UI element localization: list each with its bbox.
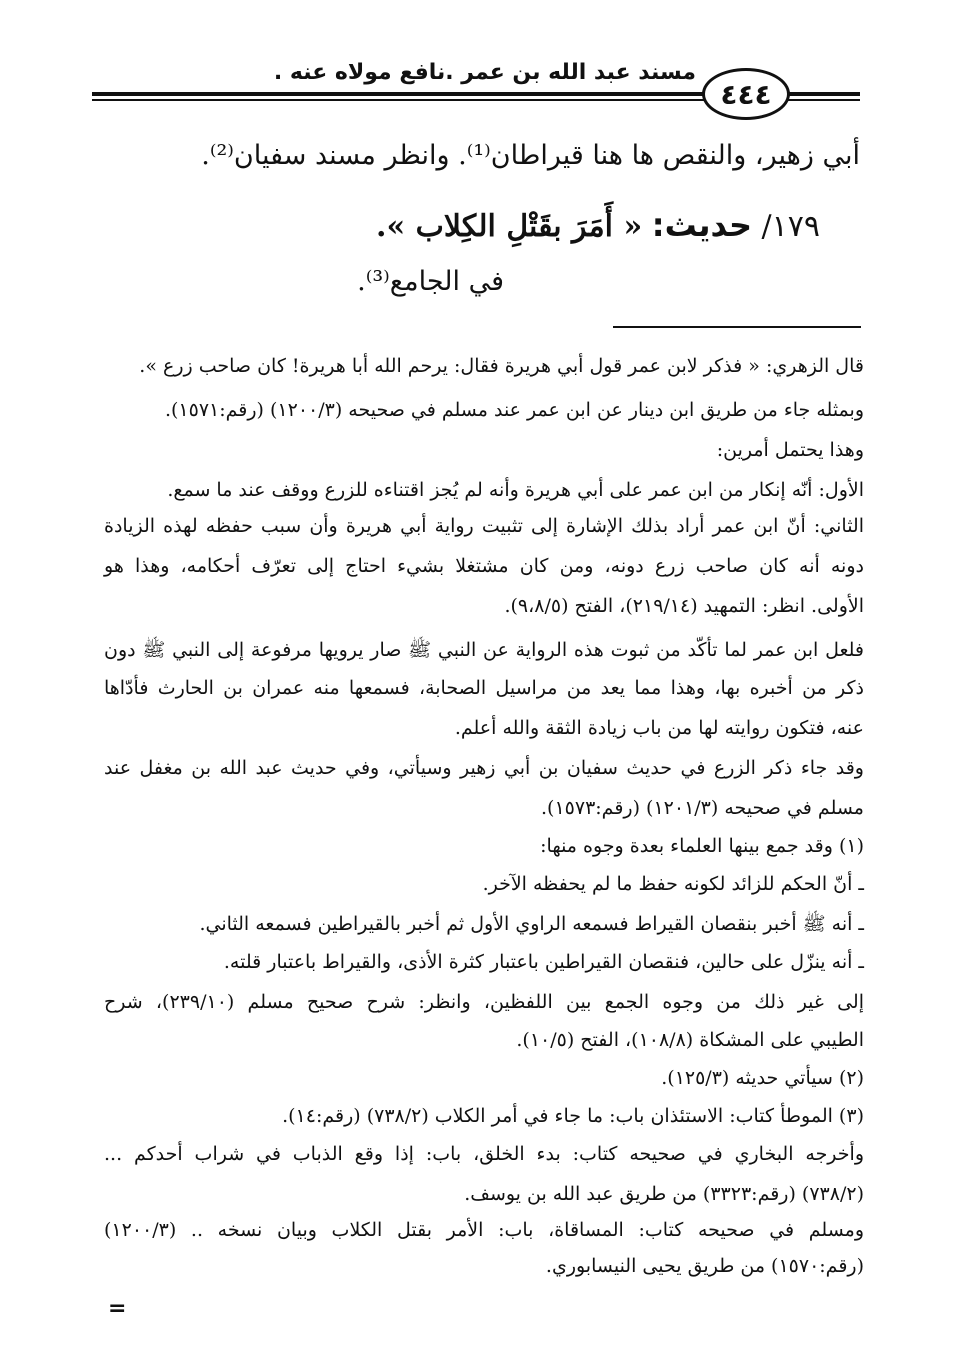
footnote-line: عنه، فتكون روايته لها من باب زيادة الثقة والله أعلم.: [454, 717, 864, 739]
footer-mark: =: [108, 1296, 127, 1321]
footnote-line: الطيبي على المشكاة (١٠٨/٨)، الفتح (١٠/٥).: [516, 1029, 864, 1051]
footnote-line: (٣) الموطأ كتاب: الاستئذان باب: ما جاء في أمر الكلاب (٧٣٨/٢) (رقم:١٤).: [282, 1105, 864, 1127]
footnote-line: ومسلم في صحيحه كتاب: المساقاة، باب: الأمر بقتل الكلاب وبيان نسخه .. (١٢٠٠/٣): [104, 1219, 864, 1241]
footnote-line: مسلم في صحيحه (١٢٠١/٣) (رقم:١٥٧٣).: [541, 797, 864, 819]
footnote-line: (١) وقد جمع بينها العلماء بعدة وجوه منها:: [540, 835, 864, 857]
footnote-line: (٧٣٨/٢) (رقم:٣٣٢٣) من طريق عبد الله بن يوسف.: [464, 1183, 864, 1205]
footnote-line: (رقم:١٥٧٠) من طريق يحيى النيسابوري.: [545, 1255, 864, 1277]
footnote-line: ـ أنّ الحكم للزائد لكونه حفظ ما لم يحفظه الآخر.: [482, 873, 864, 895]
footnote-line: ـ أنه ﷺ أخبر بنقصان القيراط فسمعه الراوي الأول ثم أخبر بالقيراطين فسمعه الثاني.: [199, 913, 864, 935]
footnote-line: دونه أنه كان صاحب زرع دونه، ومن كان مشتغلا بشيء احتاج إلى تعرّف أحكامه، وهذا هو: [104, 555, 864, 577]
footnote-line: قال الزهري: « فذكر لابن عمر قول أبي هريرة فقال: يرحم الله أبا هريرة! كان صاحب زرع ».: [139, 355, 864, 377]
footnote-line: إلى غير ذلك من وجوه الجمع بين اللفظين، وانظر: شرح صحيح مسلم (٢٣٩/١٠)، شرح: [104, 991, 864, 1013]
footnote-line: الأولى. انظر: التمهيد (٢١٩/١٤)، الفتح (٩،٨/٥).: [504, 595, 864, 617]
hadith-label: حديث:: [651, 206, 752, 244]
footnote-line: وأخرجه البخاري في صحيحه كتاب: بدء الخلق، باب: إذا وقع الذباب في شراب أحدكم ...: [104, 1143, 864, 1165]
page-number: ٤٤٤: [720, 77, 772, 111]
footnote-line: الأول: أنّه إنكار من ابن عمر على أبي هريرة وأنه لم يُجز اقتناءه للزرع ووقف عند ما سمع.: [167, 479, 864, 501]
page-number-badge: [702, 68, 790, 120]
footnote-line: فلعل ابن عمر لما تأكّد من ثبوت هذه الرواية عن النبي ﷺ صار يرويها مرفوعة إلى النبي ﷺ دون: [104, 639, 864, 661]
footnote-line: وقد جاء ذكر الزرع في حديث سفيان بن أبي زهير وسيأتي، وفي حديث عبد الله بن مغفل عند: [104, 757, 864, 779]
footnote-separator: [613, 326, 861, 328]
footnote-line: وهذا يحتمل أمرين:: [716, 439, 864, 461]
main-text-line-3: في الجامع⁽³⁾.: [357, 266, 504, 297]
footnote-line: ـ أنه ينزّل على حالين، فنقصان القيراطين باعتبار كثرة الأذى، والقيراط باعتبار قلته.: [223, 951, 864, 973]
footnote-line: الثاني: أنّ ابن عمر أراد بذلك الإشارة إلى تثبيت رواية أبي هريرة وأن سبب حفظه لهذه الزيادة: [104, 515, 864, 537]
hadith-title: « أَمَرَ بقَتْلِ الكِلاب ».: [376, 209, 643, 244]
footnote-line: وبمثله جاء من طريق ابن دينار عن ابن عمر عند مسلم في صحيحه (١٢٠٠/٣) (رقم:١٥٧١).: [164, 399, 864, 421]
footnote-line: (٢) سيأتي حديثه (١٢٥/٣).: [661, 1067, 864, 1089]
hadith-number: ١٧٩/: [761, 209, 820, 244]
running-title: مسند عبد الله بن عمر .نافع مولاه عنه .: [270, 60, 700, 85]
hadith-heading: [376, 206, 820, 244]
main-text-line-1: أبي زهير، والنقص ها هنا قيراطان⁽¹⁾. وانظر مسند سفيان⁽²⁾.: [201, 140, 860, 171]
footnote-line: ذكر من أخبره بها، وهذا مما يعد من مراسيل الصحابة، فسمعها منه عمران بن الحارث فأدّاها: [104, 677, 864, 699]
